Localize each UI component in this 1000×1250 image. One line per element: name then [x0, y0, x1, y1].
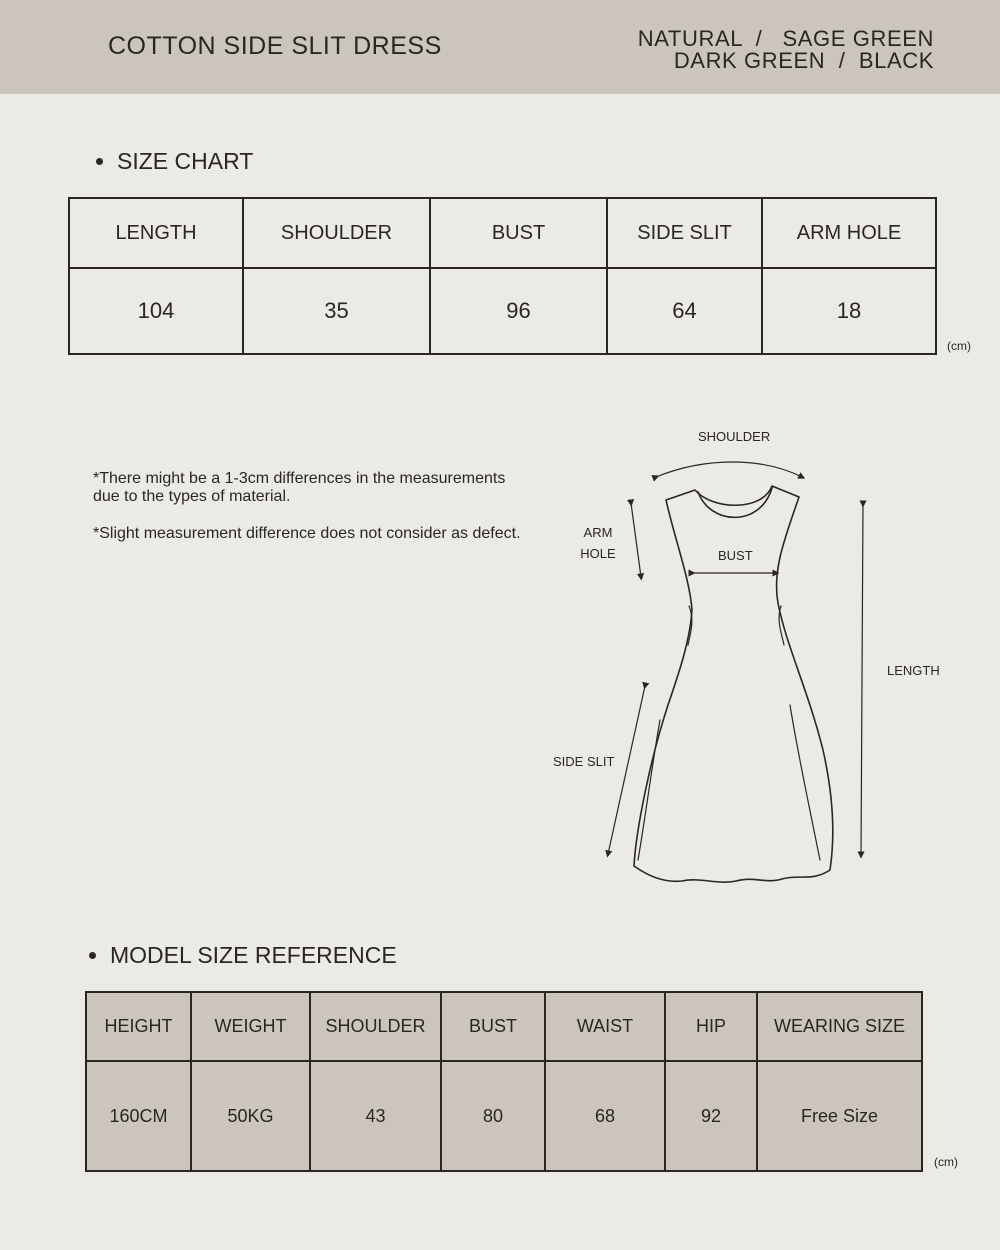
size-chart-unit: (cm)	[947, 339, 971, 353]
model-header-height: HEIGHT	[86, 992, 191, 1061]
product-title: COTTON SIDE SLIT DRESS	[108, 32, 442, 60]
table-header-row	[69, 198, 936, 268]
model-header-weight: WEIGHT	[191, 992, 310, 1061]
size-value-shoulder: 35	[243, 268, 430, 354]
model-size-title	[89, 942, 397, 969]
model-header-shoulder: SHOULDER	[310, 992, 441, 1061]
measurement-notes	[93, 470, 523, 562]
label-side-slit: SIDE SLIT	[553, 754, 615, 769]
model-size-unit: (cm)	[934, 1155, 958, 1169]
size-chart-table	[68, 197, 937, 355]
header-band	[0, 0, 1000, 94]
color-options	[638, 28, 934, 72]
label-bust: BUST	[718, 548, 753, 563]
label-length: LENGTH	[887, 663, 940, 678]
dress-diagram	[540, 420, 960, 900]
model-header-waist: WAIST	[545, 992, 665, 1061]
size-value-bust: 96	[430, 268, 607, 354]
size-value-arm-hole: 18	[762, 268, 936, 354]
size-header-length: LENGTH	[69, 198, 243, 268]
size-chart-title	[96, 148, 253, 175]
size-header-side-slit: SIDE SLIT	[607, 198, 762, 268]
model-value-wearing-size: Free Size	[757, 1061, 922, 1171]
table-row	[86, 1061, 922, 1171]
size-header-shoulder: SHOULDER	[243, 198, 430, 268]
model-value-waist: 68	[545, 1061, 665, 1171]
table-row	[69, 268, 936, 354]
size-header-arm-hole: ARM HOLE	[762, 198, 936, 268]
color-options-line-1: NATURAL / SAGE GREEN	[637, 26, 934, 51]
bullet-icon	[96, 158, 103, 165]
size-header-bust: BUST	[430, 198, 607, 268]
label-arm-hole-line-2: HOLE	[580, 546, 616, 561]
size-value-side-slit: 64	[607, 268, 762, 354]
label-shoulder: SHOULDER	[698, 429, 771, 444]
model-header-bust: BUST	[441, 992, 545, 1061]
table-header-row	[86, 992, 922, 1061]
model-header-hip: HIP	[665, 992, 757, 1061]
size-chart-title-text: SIZE CHART	[117, 148, 254, 174]
model-value-bust: 80	[441, 1061, 545, 1171]
size-value-length: 104	[69, 268, 243, 354]
note-1: *There might be a 1-3cm differences in the measurements due to the types of material.	[93, 470, 506, 505]
model-size-table	[85, 991, 923, 1172]
model-value-hip: 92	[665, 1061, 757, 1171]
note-2: *Slight measurement difference does not consider as defect.	[93, 525, 521, 542]
model-value-shoulder: 43	[310, 1061, 441, 1171]
model-value-height: 160CM	[86, 1061, 191, 1171]
bullet-icon	[89, 952, 96, 959]
model-size-title-text: MODEL SIZE REFERENCE	[110, 942, 397, 968]
model-value-weight: 50KG	[191, 1061, 310, 1171]
label-arm-hole	[576, 522, 620, 564]
model-header-wearing-size: WEARING SIZE	[757, 992, 922, 1061]
label-arm-hole-line-1: ARM	[583, 525, 613, 540]
color-options-line-2: DARK GREEN / BLACK	[673, 48, 934, 73]
